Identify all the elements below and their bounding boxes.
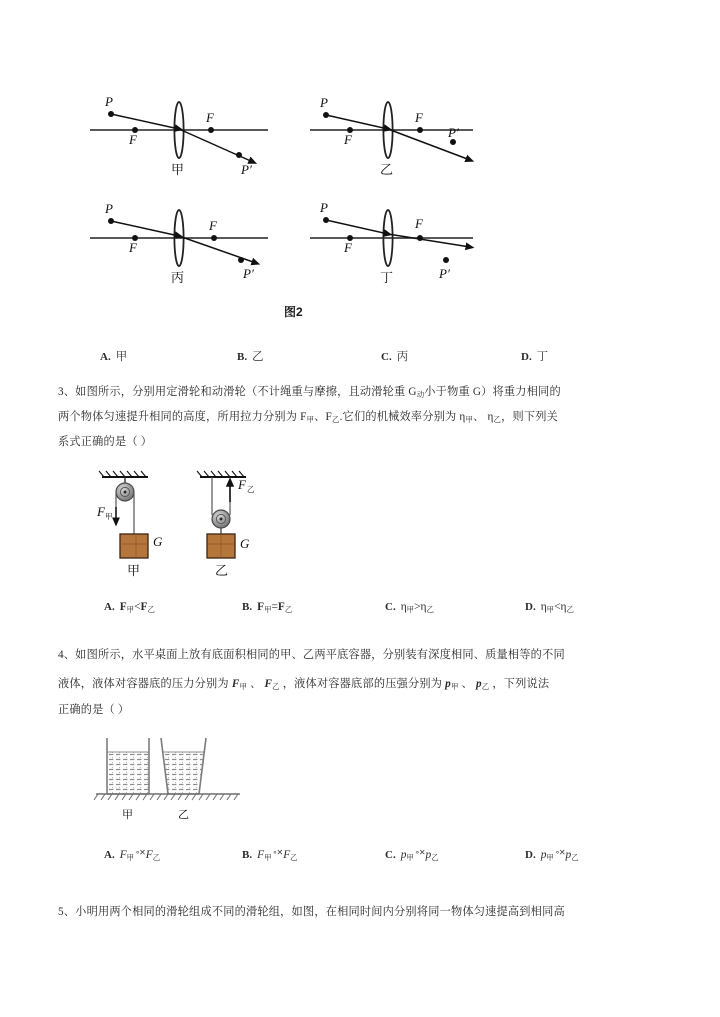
option-b-q3-rhs: F [277, 601, 285, 613]
option-c-q2[interactable] [381, 348, 408, 364]
option-d-q3-lhs-sub: 甲 [546, 605, 555, 614]
option-a-q4-lhs: F [119, 849, 127, 861]
panel-label-yi: 乙 [380, 162, 394, 177]
option-b-q4-operator-glyph: ∘✕ [272, 848, 283, 857]
weight-label-yi: G [240, 536, 250, 551]
question4-container-figure [88, 732, 248, 824]
option-a-q3-label: A. [104, 601, 115, 613]
q4-l2-d: 、 [458, 678, 476, 690]
option-b-q3-label: B. [242, 601, 253, 613]
force-label-jia: F [97, 504, 105, 519]
q3-l2-sub2: 乙 [331, 415, 340, 424]
option-d-q4-lhs: p [540, 849, 547, 861]
option-b-q3-rhs-sub: 乙 [284, 605, 293, 614]
option-b-q4-rhs-sub: 乙 [290, 853, 298, 862]
pulley-panel-label-jia: 甲 [127, 563, 141, 578]
question3-options-row [0, 601, 720, 623]
option-a-q4-rhs-sub: 乙 [152, 853, 161, 862]
q3-l1-a: 3、如图所示，分别用定滑轮和动滑轮（不计绳重与摩擦，且动滑轮重 G [58, 386, 417, 398]
fixed-pulley-group [96, 471, 163, 578]
option-c-q4[interactable] [385, 849, 439, 863]
question4-options-row [0, 849, 720, 871]
option-b-q2-label: B. [237, 351, 248, 363]
option-d-q3-rhs-sub: 乙 [566, 605, 574, 614]
option-c-q4-lhs-sub: 甲 [406, 853, 414, 862]
option-c-q3-label: C. [385, 601, 396, 613]
q3-l2-sub1: 甲 [306, 415, 315, 424]
panel-label-jia: 甲 [171, 162, 185, 177]
option-b-q4-lhs-sub: 甲 [264, 853, 272, 862]
option-c-q2-value: 丙 [396, 351, 409, 363]
question2-options-row [0, 348, 720, 370]
figure2-caption: 图2 [284, 305, 303, 319]
option-c-q4-lhs: p [400, 849, 407, 861]
option-d-q4[interactable] [525, 849, 579, 863]
q3-l2-e: ，则下列关 [501, 411, 559, 423]
svg-text:P: P [105, 94, 113, 109]
option-b-q4-lhs: F [257, 849, 265, 861]
option-c-q3-rhs-sub: 乙 [426, 605, 434, 614]
option-b-q4-label: B. [242, 849, 253, 861]
question3-line3: 系式正确的是（ ） [58, 436, 153, 448]
option-d-q4-rhs: p [565, 849, 572, 861]
svg-text:乙: 乙 [247, 485, 255, 494]
q3-l2-a: 两个物体匀速提升相同的高度，所用拉力分别为 F [58, 411, 307, 423]
question3-pulley-figure [92, 462, 312, 584]
option-d-q3[interactable] [525, 601, 574, 615]
force-label-yi: F [238, 477, 246, 492]
option-d-q3-label: D. [525, 601, 536, 613]
q4-l2-p1: p [445, 678, 451, 690]
movable-pulley-group [197, 471, 255, 578]
option-c-q3-lhs: η [400, 601, 407, 613]
svg-text:P: P [320, 200, 328, 215]
option-a-q2-value: 甲 [115, 351, 128, 363]
q3-l1-sub1: 动 [416, 390, 425, 399]
option-b-q3[interactable] [242, 601, 292, 615]
option-c-q4-label: C. [385, 849, 396, 861]
svg-text:P: P [320, 95, 328, 110]
svg-text:F: F [344, 132, 352, 147]
q4-l2-p2: p [475, 678, 482, 690]
question5-line1: 5、小明用两个相同的滑轮组成不同的滑轮组，如图，在相同时间内分别将同一物体匀速提高到相同高 [58, 906, 565, 918]
q3-l2-d: 、 η [473, 411, 494, 423]
option-c-q4-operator-glyph: ∘✕ [414, 848, 425, 857]
option-a-q3-rhs: F [140, 601, 148, 613]
option-d-q2[interactable] [521, 348, 548, 364]
option-d-q3-lhs: η [540, 601, 547, 613]
q4-l2-sub2: 乙 [272, 682, 280, 691]
option-a-q4-label: A. [104, 849, 115, 861]
option-a-q3-lhs-sub: 甲 [126, 605, 135, 614]
svg-text:P: P [105, 201, 113, 216]
figure2-lens-diagrams [78, 82, 548, 285]
option-d-q2-value: 丁 [536, 351, 549, 363]
weight-label-jia: G [153, 534, 163, 549]
option-d-q3-rhs: η [560, 601, 567, 613]
q4-l2-c: ，液体对容器底部的压强分别为 [279, 678, 446, 690]
option-c-q4-rhs: p [425, 849, 432, 861]
svg-text:F: F [415, 216, 423, 231]
question3-line2 [58, 405, 558, 432]
question4-line3: 正确的是（ ） [58, 704, 130, 716]
svg-text:甲: 甲 [105, 512, 113, 521]
q4-l2-f1: F [231, 678, 240, 690]
svg-text:F: F [129, 240, 137, 255]
option-b-q4[interactable] [242, 849, 298, 863]
option-d-q4-rhs-sub: 乙 [571, 853, 579, 862]
lens-panel-bing [90, 201, 268, 285]
q4-l2-sub4: 乙 [481, 682, 490, 691]
option-c-q3-lhs-sub: 甲 [406, 605, 415, 614]
question4-line2 [58, 672, 549, 699]
option-c-q3[interactable] [385, 601, 434, 615]
q3-l2-sub3: 甲 [465, 415, 474, 424]
svg-text:P′: P′ [243, 266, 254, 281]
svg-text:F: F [209, 218, 217, 233]
q4-l2-e: ，下列说法 [489, 678, 550, 690]
option-d-q2-label: D. [521, 351, 532, 363]
svg-text:P′: P′ [439, 266, 450, 281]
lens-panel-jia [90, 94, 268, 177]
option-c-q4-rhs-sub: 乙 [431, 853, 439, 862]
option-a-q3-rhs-sub: 乙 [147, 605, 155, 614]
svg-text:P′: P′ [241, 162, 252, 177]
option-a-q3[interactable] [104, 601, 155, 615]
option-b-q3-lhs-sub: 甲 [264, 605, 272, 614]
container-jia [107, 738, 149, 821]
svg-text:F: F [344, 240, 352, 255]
option-a-q3-op: < [134, 601, 141, 613]
option-d-q4-label: D. [525, 849, 536, 861]
option-c-q3-op: > [414, 601, 421, 613]
option-b-q4-rhs: F [283, 849, 291, 861]
question4-line1: 4、如图所示，水平桌面上放有底面积相同的甲、乙两平底容器，分别装有深度相同、质量相等的不同 [58, 649, 565, 661]
option-d-q4-operator-glyph: ∘✕ [554, 848, 565, 857]
q4-l2-sub3: 甲 [450, 682, 459, 691]
container-label-jia: 甲 [122, 809, 133, 821]
question3-line1 [58, 380, 561, 407]
panel-label-bing: 丙 [171, 270, 185, 285]
lens-panel-ding [310, 200, 473, 285]
option-a-q4-lhs-sub: 甲 [126, 853, 135, 862]
option-a-q4-operator-glyph: ∘✕ [135, 848, 145, 857]
q3-l1-b: 小于物重 G）将重力相同的 [424, 386, 561, 398]
option-a-q2-label: A. [100, 351, 111, 363]
q4-l2-f2: F [264, 678, 273, 690]
option-a-q4-rhs: F [145, 849, 153, 861]
q4-l2-a: 液体，液体对容器底的压力分别为 [58, 678, 232, 690]
q3-l2-b: 、F [314, 411, 332, 423]
q4-l2-sub1: 甲 [239, 682, 248, 691]
container-label-yi: 乙 [178, 809, 189, 821]
option-a-q2[interactable] [100, 348, 127, 364]
option-a-q4[interactable] [104, 849, 160, 863]
svg-text:F: F [206, 110, 214, 125]
option-b-q2[interactable] [237, 348, 264, 364]
option-c-q2-label: C. [381, 351, 392, 363]
panel-label-ding: 丁 [380, 270, 394, 285]
q4-l2-b: 、 [247, 678, 265, 690]
svg-text:F: F [415, 110, 423, 125]
option-d-q4-lhs-sub: 甲 [546, 853, 554, 862]
option-b-q2-value: 乙 [252, 351, 264, 363]
option-c-q3-rhs: η [420, 601, 427, 613]
table-surface [94, 794, 240, 800]
svg-text:P′: P′ [448, 125, 459, 140]
option-d-q3-op: < [554, 601, 561, 613]
pulley-panel-label-yi: 乙 [215, 563, 229, 578]
q3-l2-sub4: 乙 [493, 415, 502, 424]
lens-panel-yi [310, 95, 473, 177]
container-yi [161, 738, 206, 821]
svg-text:F: F [129, 132, 137, 147]
option-b-q3-lhs: F [257, 601, 265, 613]
q3-l2-c: .它们的机械效率分别为 η [339, 411, 466, 423]
option-a-q3-lhs: F [119, 601, 127, 613]
option-b-q3-op: = [271, 601, 278, 613]
